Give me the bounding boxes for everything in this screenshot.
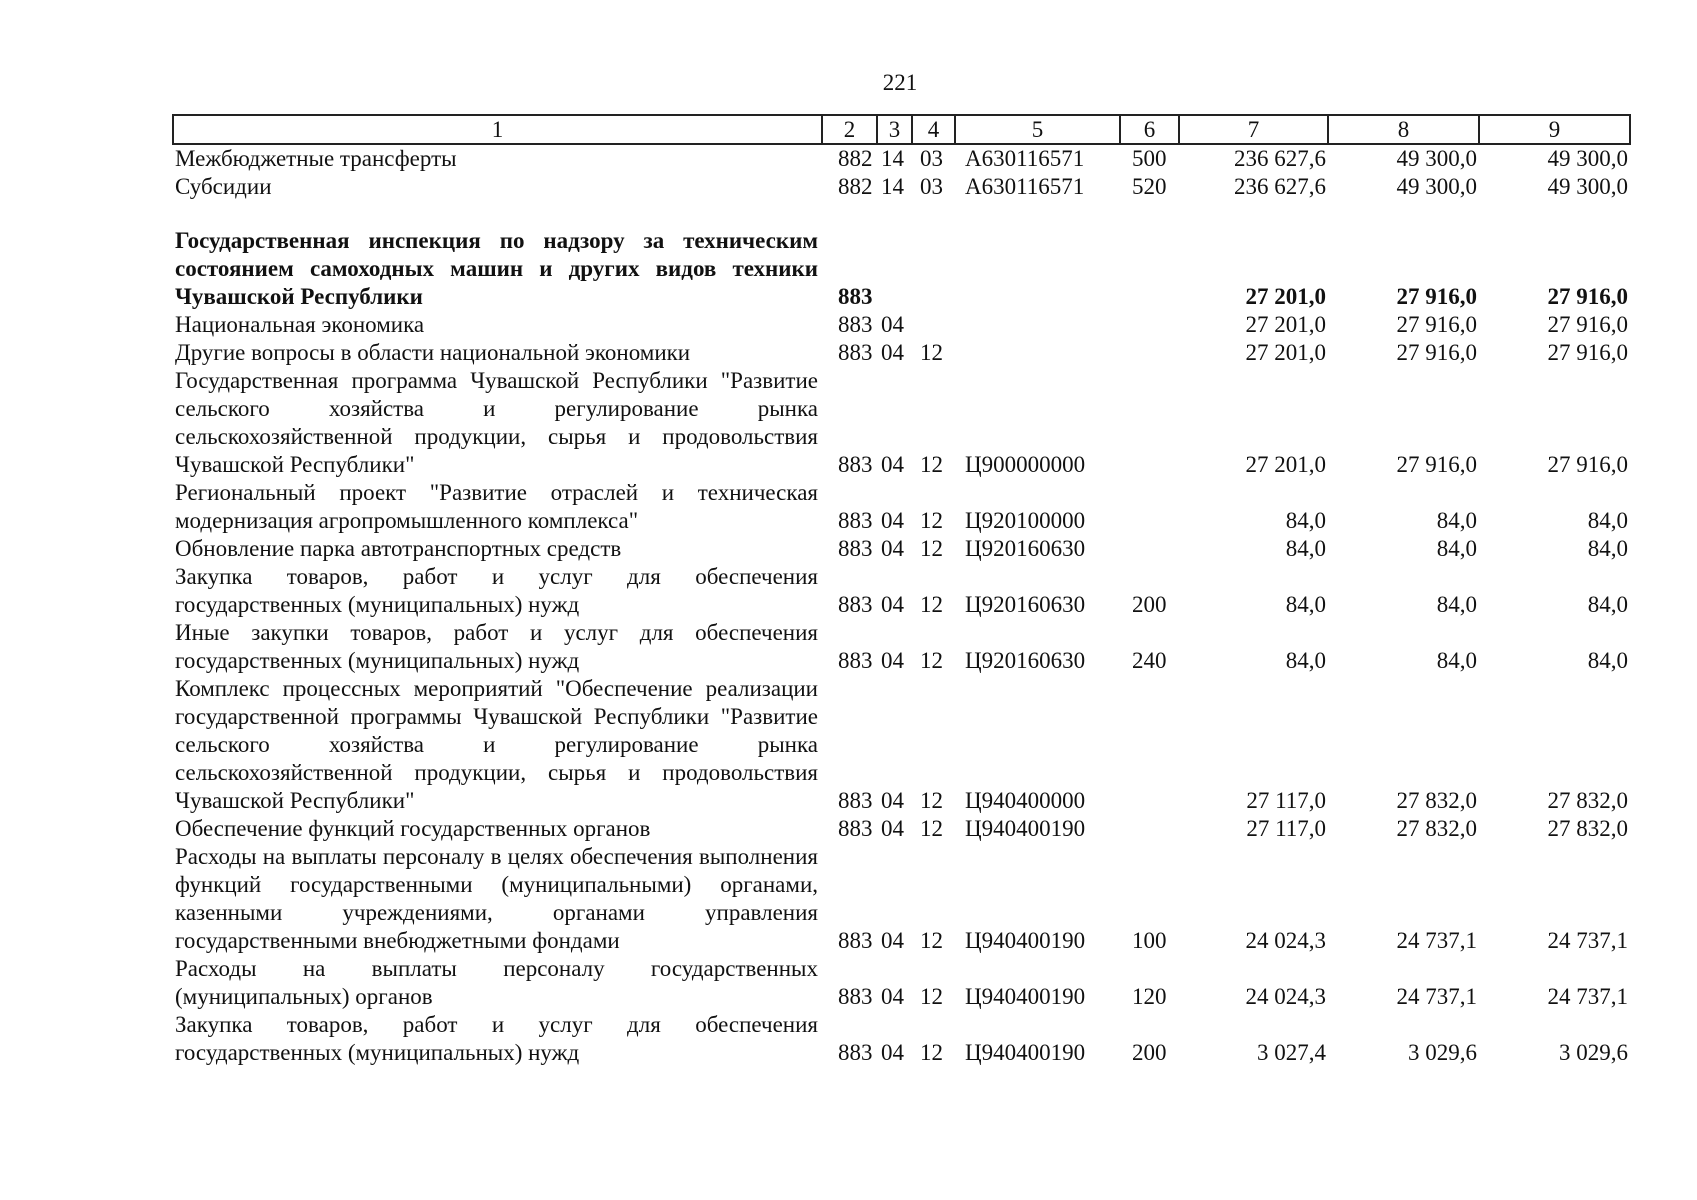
item-name: Субсидии	[175, 174, 272, 199]
cell-gr: 882	[838, 174, 873, 199]
cell-csr: Ц900000000	[965, 452, 1086, 477]
cell-value-7: 84,0	[1285, 536, 1326, 561]
item-name: Закупка товаров, работ и услуг для обеспечения государственных (муниципальных) нужд	[175, 564, 818, 617]
table-row	[173, 144, 1630, 173]
cell-pr	[912, 227, 955, 311]
header-row	[173, 115, 1630, 144]
cell-value-8: 49 300,0	[1396, 174, 1477, 199]
cell-rz: 04	[881, 312, 904, 337]
cell-csr: Ц940400190	[965, 816, 1086, 841]
cell-csr	[955, 339, 1120, 367]
cell-vr: 100	[1132, 928, 1167, 953]
table-row	[173, 675, 1630, 815]
cell-pr: 12	[920, 1040, 943, 1065]
cell-rz: 14	[881, 146, 904, 171]
cell-pr: 12	[920, 816, 943, 841]
cell-value-9: 27 916,0	[1547, 452, 1628, 477]
cell-vr: 520	[1132, 174, 1167, 199]
header-cell-5: 5	[955, 115, 1120, 144]
cell-gr: 883	[838, 340, 873, 365]
cell-rz: 04	[881, 340, 904, 365]
cell-value-8: 84,0	[1436, 508, 1477, 533]
table-row	[173, 227, 1630, 311]
item-name: Обновление парка автотранспортных средств	[175, 536, 622, 561]
cell-value-7: 84,0	[1285, 592, 1326, 617]
cell-value-8: 84,0	[1436, 536, 1477, 561]
table-row	[173, 619, 1630, 675]
cell-vr	[1120, 479, 1179, 535]
header-cell-4: 4	[912, 115, 955, 144]
cell-csr: А630116571	[965, 146, 1085, 171]
cell-value-8: 49 300,0	[1396, 146, 1477, 171]
cell-value-7: 236 627,6	[1234, 174, 1326, 199]
cell-pr: 12	[920, 508, 943, 533]
cell-value-9: 27 916,0	[1547, 340, 1628, 365]
item-name: Государственная инспекция по надзору за техническим состоянием самоходных машин и других видов техники Чувашской Республики	[175, 228, 818, 309]
cell-value-8: 84,0	[1436, 592, 1477, 617]
cell-value-7: 24 024,3	[1245, 984, 1326, 1009]
cell-value-9: 84,0	[1587, 508, 1628, 533]
cell-csr: Ц940400000	[965, 788, 1086, 813]
cell-gr: 883	[838, 816, 873, 841]
item-name: Иные закупки товаров, работ и услуг для обеспечения государственных (муниципальных) нужд	[175, 620, 818, 673]
cell-gr: 883	[838, 1040, 873, 1065]
cell-gr: 883	[838, 984, 873, 1009]
cell-pr: 12	[920, 592, 943, 617]
cell-rz: 04	[881, 648, 904, 673]
cell-value-9: 27 832,0	[1547, 788, 1628, 813]
cell-value-7: 27 201,0	[1245, 340, 1326, 365]
cell-value-9: 27 832,0	[1547, 816, 1628, 841]
cell-gr: 883	[838, 284, 873, 309]
cell-pr: 12	[920, 648, 943, 673]
cell-value-8: 27 916,0	[1396, 340, 1477, 365]
cell-vr	[1120, 535, 1179, 563]
cell-value-7: 84,0	[1285, 508, 1326, 533]
cell-value-9: 27 916,0	[1547, 312, 1628, 337]
cell-csr: Ц940400190	[965, 1040, 1086, 1065]
cell-rz: 04	[881, 816, 904, 841]
cell-pr: 12	[920, 788, 943, 813]
cell-vr: 200	[1132, 1040, 1167, 1065]
cell-csr: Ц920100000	[965, 508, 1086, 533]
table-row	[173, 843, 1630, 955]
cell-value-7: 84,0	[1285, 648, 1326, 673]
cell-csr: Ц920160630	[965, 648, 1086, 673]
item-name: Государственная программа Чувашской Республики "Развитие сельского хозяйства и регулирование рынка сельскохозяйственной продукции, сырья и продовольствия Чувашской Республики"	[175, 368, 818, 477]
table-row	[173, 1011, 1630, 1067]
cell-value-7: 27 201,0	[1245, 452, 1326, 477]
cell-pr: 03	[920, 174, 943, 199]
cell-gr: 883	[838, 648, 873, 673]
cell-gr: 883	[838, 508, 873, 533]
cell-value-9: 84,0	[1587, 648, 1628, 673]
cell-value-8: 27 916,0	[1396, 452, 1477, 477]
cell-gr: 883	[838, 592, 873, 617]
cell-csr: Ц940400190	[965, 984, 1086, 1009]
cell-vr	[1120, 339, 1179, 367]
item-name: Закупка товаров, работ и услуг для обеспечения государственных (муниципальных) нужд	[175, 1012, 818, 1065]
cell-pr: 12	[920, 340, 943, 365]
cell-value-9: 3 029,6	[1559, 1040, 1628, 1065]
cell-value-9: 24 737,1	[1547, 928, 1628, 953]
cell-rz: 04	[881, 592, 904, 617]
cell-value-7: 27 201,0	[1245, 312, 1326, 337]
cell-vr	[1120, 311, 1179, 339]
cell-value-9: 24 737,1	[1547, 984, 1628, 1009]
table-row	[173, 563, 1630, 619]
table-header	[173, 115, 1630, 144]
table-row	[173, 955, 1630, 1011]
cell-vr	[1120, 367, 1179, 479]
cell-value-8: 24 737,1	[1396, 928, 1477, 953]
cell-rz: 04	[881, 1040, 904, 1065]
cell-gr: 883	[838, 928, 873, 953]
cell-value-7: 27 117,0	[1246, 816, 1326, 841]
spacer-row	[173, 201, 1630, 227]
header-cell-8: 8	[1328, 115, 1479, 144]
header-cell-7: 7	[1179, 115, 1328, 144]
table-row	[173, 367, 1630, 479]
item-name: Обеспечение функций государственных органов	[175, 816, 651, 841]
cell-value-7: 236 627,6	[1234, 146, 1326, 171]
cell-vr	[1120, 675, 1179, 815]
budget-table	[172, 114, 1631, 1067]
cell-gr: 883	[838, 536, 873, 561]
cell-pr: 12	[920, 452, 943, 477]
cell-rz: 04	[881, 984, 904, 1009]
header-cell-2: 2	[822, 115, 877, 144]
header-cell-6: 6	[1120, 115, 1179, 144]
cell-value-8: 27 916,0	[1396, 284, 1477, 309]
spacer-cell	[173, 201, 1630, 227]
cell-value-8: 27 832,0	[1396, 788, 1477, 813]
item-name: Другие вопросы в области национальной экономики	[175, 340, 691, 365]
cell-csr: Ц940400190	[965, 928, 1086, 953]
cell-gr: 883	[838, 452, 873, 477]
table-row	[173, 173, 1630, 201]
cell-value-8: 24 737,1	[1396, 984, 1477, 1009]
cell-vr: 500	[1132, 146, 1167, 171]
cell-value-9: 84,0	[1587, 592, 1628, 617]
cell-rz: 04	[881, 788, 904, 813]
cell-vr	[1120, 227, 1179, 311]
cell-gr: 882	[838, 146, 873, 171]
table-row	[173, 311, 1630, 339]
cell-rz: 04	[881, 928, 904, 953]
cell-vr: 120	[1132, 984, 1167, 1009]
table-row	[173, 339, 1630, 367]
cell-rz: 14	[881, 174, 904, 199]
cell-csr: Ц920160630	[965, 592, 1086, 617]
cell-vr: 240	[1132, 648, 1167, 673]
cell-rz: 04	[881, 452, 904, 477]
cell-value-8: 3 029,6	[1408, 1040, 1477, 1065]
item-name: Расходы на выплаты персоналу государственных (муниципальных) органов	[175, 956, 818, 1009]
cell-rz	[877, 227, 912, 311]
cell-value-7: 27 201,0	[1245, 284, 1326, 309]
table-row	[173, 815, 1630, 843]
item-name: Национальная экономика	[175, 312, 425, 337]
item-name: Комплекс процессных мероприятий "Обеспечение реализации государственной программы Чувашской Республики "Развитие сельского хозяйства и регулирование рынка сельскохозяйственной продукции, сырья и продовольствия Чувашской Республики"	[175, 676, 818, 813]
cell-value-7: 27 117,0	[1246, 788, 1326, 813]
cell-value-9: 27 916,0	[1547, 284, 1628, 309]
cell-csr: А630116571	[965, 174, 1085, 199]
cell-value-9: 49 300,0	[1547, 146, 1628, 171]
cell-csr	[955, 227, 1120, 311]
cell-pr	[912, 311, 955, 339]
cell-value-7: 24 024,3	[1245, 928, 1326, 953]
cell-value-9: 84,0	[1587, 536, 1628, 561]
cell-pr: 12	[920, 928, 943, 953]
cell-value-7: 3 027,4	[1257, 1040, 1326, 1065]
table-row	[173, 535, 1630, 563]
item-name: Региональный проект "Развитие отраслей и техническая модернизация агропромышленного комплекса"	[175, 480, 818, 533]
cell-rz: 04	[881, 508, 904, 533]
item-name: Расходы на выплаты персоналу в целях обеспечения выполнения функций государственными (муниципальными) органами, казенными учреждениями, органами управления государственными внебюджетными фондами	[175, 844, 818, 953]
table-body	[173, 144, 1630, 1067]
header-cell-1: 1	[173, 115, 822, 144]
cell-rz: 04	[881, 536, 904, 561]
cell-csr: Ц920160630	[965, 536, 1086, 561]
cell-pr: 03	[920, 146, 943, 171]
page-number: 221	[882, 70, 918, 95]
cell-vr: 200	[1132, 592, 1167, 617]
header-cell-3: 3	[877, 115, 912, 144]
item-name: Межбюджетные трансферты	[175, 146, 457, 171]
cell-value-8: 84,0	[1436, 648, 1477, 673]
cell-value-9: 49 300,0	[1547, 174, 1628, 199]
cell-value-8: 27 832,0	[1396, 816, 1477, 841]
table-row	[173, 479, 1630, 535]
cell-value-8: 27 916,0	[1396, 312, 1477, 337]
cell-csr	[955, 311, 1120, 339]
cell-pr: 12	[920, 984, 943, 1009]
header-cell-9: 9	[1479, 115, 1630, 144]
cell-vr	[1120, 815, 1179, 843]
cell-pr: 12	[920, 536, 943, 561]
cell-gr: 883	[838, 312, 873, 337]
cell-gr: 883	[838, 788, 873, 813]
